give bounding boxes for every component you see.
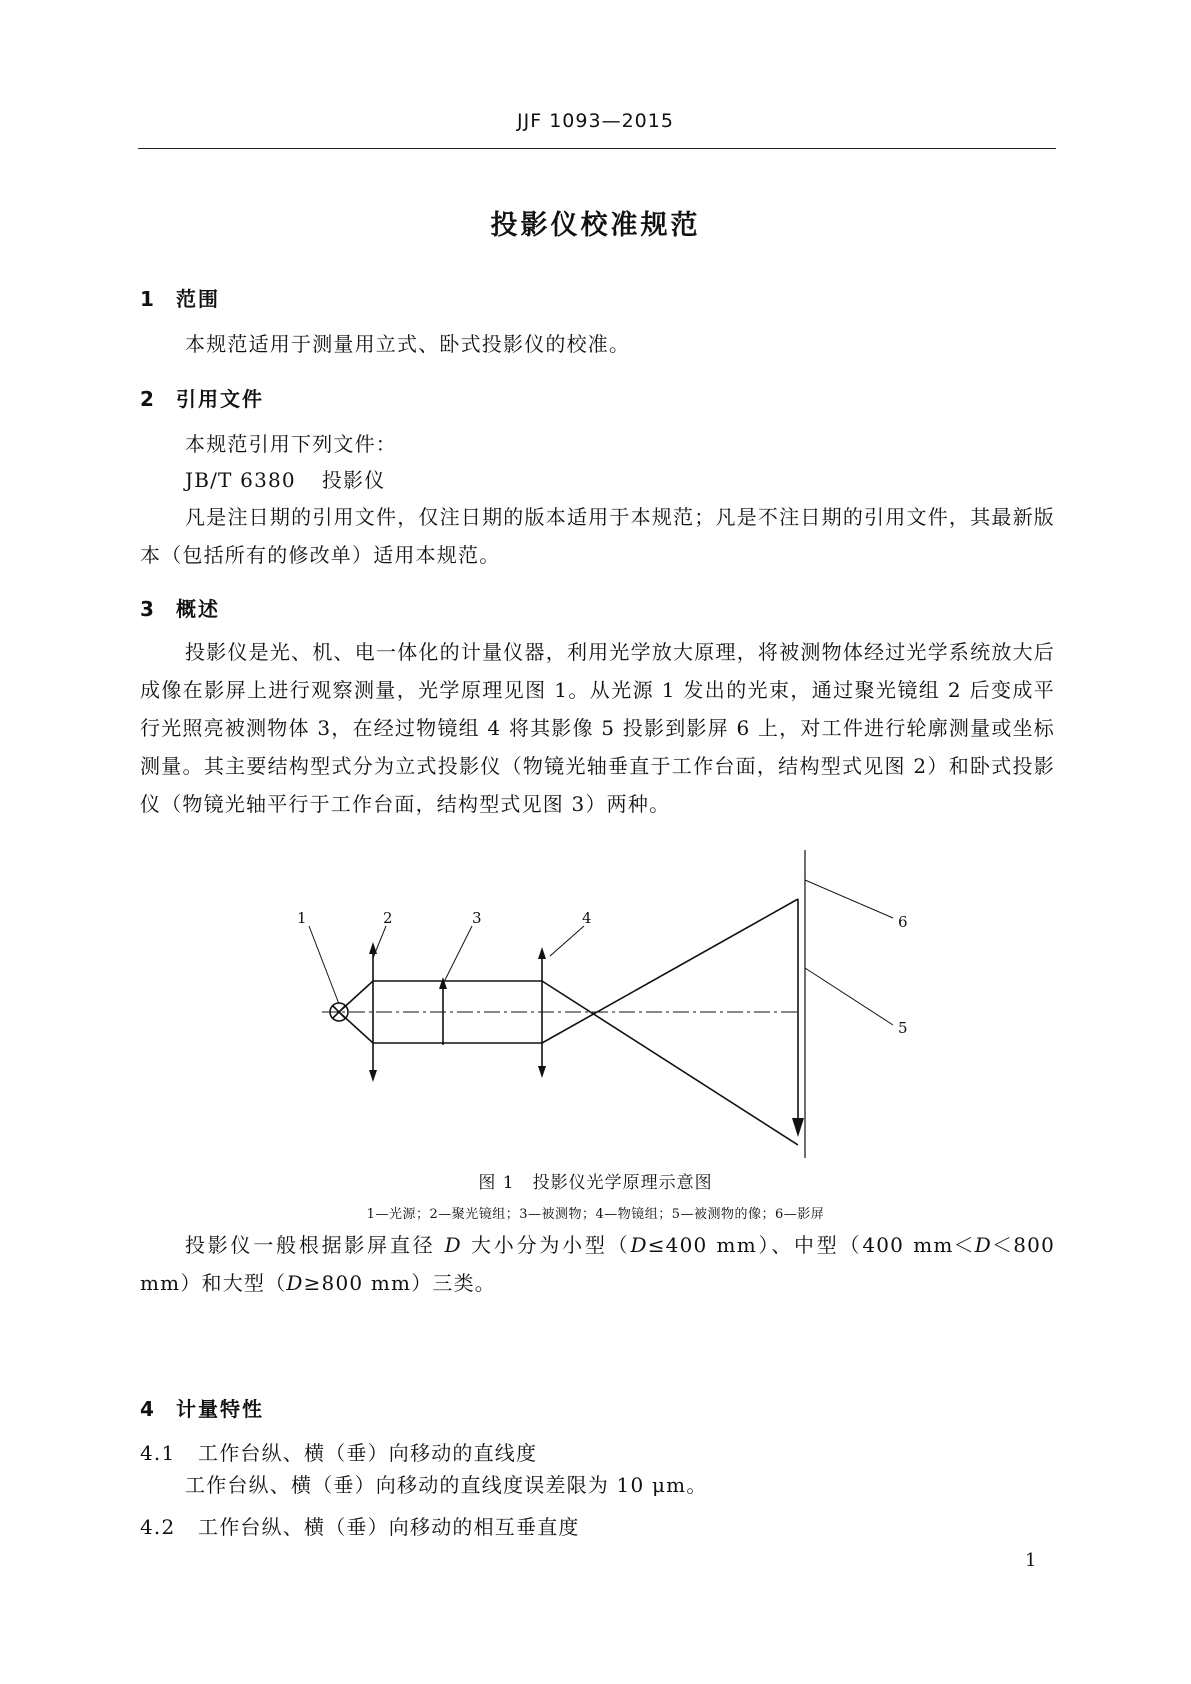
running-header: JJF 1093—2015 bbox=[517, 110, 674, 132]
subsection-4-2-heading bbox=[140, 1511, 580, 1540]
label-6: 6 bbox=[898, 913, 908, 931]
section-number: 4 bbox=[140, 1397, 156, 1421]
section-number: 3 bbox=[140, 597, 156, 621]
page-number: 1 bbox=[1025, 1550, 1037, 1571]
subsection-number: 4.1 bbox=[140, 1441, 176, 1465]
section-title: 范围 bbox=[176, 287, 220, 311]
subsection-number: 4.2 bbox=[140, 1515, 176, 1539]
beam-edge bbox=[542, 981, 798, 1145]
section-2-note: 凡是注日期的引用文件，仅注日期的版本适用于本规范；凡是不注日期的引用文件，其最新版本（包括所有的修改单）适用本规范。 bbox=[140, 505, 1055, 567]
section-number: 1 bbox=[140, 287, 156, 311]
beam-edge bbox=[339, 981, 373, 1012]
optical-principle-diagram bbox=[0, 850, 1191, 1160]
subsection-title: 工作台纵、横（垂）向移动的相互垂直度 bbox=[198, 1515, 580, 1539]
document-title: 投影仪校准规范 bbox=[490, 210, 701, 241]
label-4: 4 bbox=[582, 909, 592, 927]
section-title: 计量特性 bbox=[176, 1397, 264, 1421]
section-3-text: 投影仪是光、机、电一体化的计量仪器，利用光学放大原理，将被测物体经过光学系统放大后成像在影屏上进行观察测量，光学原理见图 1。从光源 1 发出的光束，通过聚光镜组 2 后变成平行光照亮被测物体 3，在经过物镜组 4 将其影像 5 投影到影屏 6 上，对工件进行轮廓测量或坐标测量。其主要结构型式分为立式投影仪（物镜光轴垂直于工作台面，结构型式见图 2）和卧式投影仪（物镜光轴平行于工作台面，结构型式见图 3）两种。 bbox=[140, 640, 1055, 816]
section-number: 2 bbox=[140, 387, 156, 411]
section-title: 概述 bbox=[176, 597, 220, 621]
reference-entry bbox=[185, 461, 385, 499]
section-1-heading bbox=[140, 283, 220, 312]
subsection-4-1-text: 工作台纵、横（垂）向移动的直线度误差限为 10 μm。 bbox=[185, 1473, 708, 1497]
figure-legend: 1—光源；2—聚光镜组；3—被测物；4—物镜组；5—被测物的像；6—影屏 bbox=[366, 1207, 825, 1222]
section-2-heading bbox=[140, 383, 264, 412]
reference-title: 投影仪 bbox=[321, 468, 386, 492]
reference-code: JB/T 6380 bbox=[185, 468, 296, 492]
beam-edge bbox=[542, 899, 798, 1043]
section-title: 引用文件 bbox=[176, 387, 264, 411]
subsection-4-1-heading bbox=[140, 1437, 537, 1466]
section-3-heading bbox=[140, 593, 220, 622]
subsection-title: 工作台纵、横（垂）向移动的直线度 bbox=[198, 1441, 538, 1465]
figure-caption: 图 1 投影仪光学原理示意图 bbox=[478, 1173, 713, 1193]
section-1-text: 本规范适用于测量用立式、卧式投影仪的校准。 bbox=[185, 332, 631, 356]
label-2: 2 bbox=[383, 909, 393, 927]
size-classification-text: 投影仪一般根据影屏直径 D 大小分为小型（D≤400 mm）、中型（400 mm＜D＜800 mm）和大型（D≥800 mm）三类。 bbox=[140, 1233, 1055, 1295]
section-4-heading bbox=[140, 1393, 264, 1422]
label-5: 5 bbox=[898, 1019, 908, 1037]
beam-edge bbox=[339, 1012, 373, 1043]
header-rule bbox=[138, 148, 1056, 149]
label-3: 3 bbox=[472, 909, 482, 927]
section-2-intro: 本规范引用下列文件： bbox=[185, 432, 397, 456]
label-1: 1 bbox=[297, 909, 307, 927]
